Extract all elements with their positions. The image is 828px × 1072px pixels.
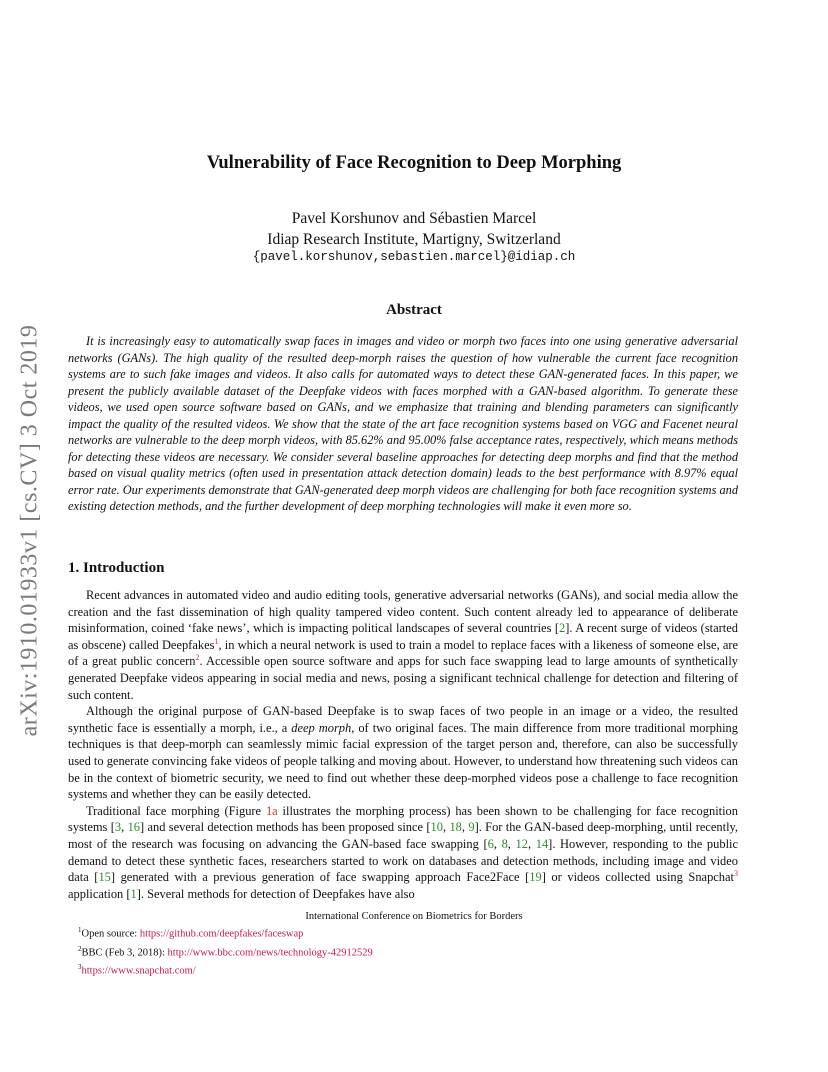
footnote-marker[interactable]: 1 (214, 636, 219, 646)
author-block (0, 208, 828, 250)
footnote-link[interactable]: http://www.bbc.com/news/technology-42912529 (167, 947, 373, 958)
author-affiliation: Idiap Research Institute, Martigny, Switzerland (267, 231, 561, 248)
footnote-marker[interactable]: 2 (195, 653, 200, 663)
citation-link[interactable]: 3 (114, 820, 122, 835)
footnote-marker[interactable]: 3 (734, 868, 739, 878)
citation-link[interactable]: 14 (535, 836, 549, 851)
footnote-1: $^1$Open source: https://github.com/deepfakes/faceswap (78, 926, 304, 940)
citation-link[interactable]: 12 (515, 836, 528, 851)
citation-link[interactable]: 6 (487, 836, 494, 851)
section-heading-introduction: 1. Introduction (68, 560, 165, 576)
arxiv-identifier-text: arXiv:1910.01933v1 [cs.CV] 3 Oct 2019 (16, 324, 43, 736)
paragraph-2: Although the original purpose of GAN-based Deepfake is to swap faces of two people in an image or a video, the resulted synthetic face is essentially a morph, i.e., a deep morph, of two original faces. The main difference from more traditional morphing techniques is that deep-morph can seamlessly mimic facial expression of the target person and, therefore, can also be successfully used to generate convincing fake videos of people talking and moving about. However, to understand how threatening such videos can be in the context of biometric security, we need to find out whether these deep-morphed videos pose a challenge to face recognition systems and whether they can be easily detected. (68, 704, 738, 802)
footnotes (78, 923, 373, 979)
citation-link[interactable]: 1 (130, 886, 137, 901)
paragraph-1: Recent advances in automated video and audio editing tools, generative adversarial networks (GANs), and social media allow the creation and the fast dissemination of high quality tampered video content. Such content already led to appearance of deliberate misinformation, coined ‘fake news’, which is impacting political landscapes of several countries [2]. A recent surge of videos (started as obscene) called Deepfakes$^1$, in which a neural network is used to train a model to replace faces with a likeness of someone else, are of a great public concern$^2$. Accessible open source software and apps for such face swapping lead to large amounts of synthetically generated Deepfake videos appearing in social media and news, posing a significant technical challenge for detection and filtering of such content. (68, 588, 739, 702)
citation-link[interactable]: 9 (468, 820, 475, 835)
citation-link[interactable]: 15 (98, 870, 111, 885)
citation-link[interactable]: 18 (449, 820, 462, 835)
emphasis-term: deep morph (291, 720, 352, 735)
figure-reference-link[interactable]: 1a (265, 803, 278, 818)
arxiv-identifier (12, 295, 48, 765)
citation-link[interactable]: 19 (529, 870, 542, 885)
citation-link[interactable]: 16 (127, 820, 141, 835)
footnote-3: $^3$https://www.snapchat.com/ (78, 963, 196, 977)
author-email: {pavel.korshunov,sebastien.marcel}@idiap.ch (252, 250, 576, 264)
author-names: Pavel Korshunov and Sébastien Marcel (291, 210, 537, 227)
conference-name: International Conference on Biometrics for Borders (305, 911, 523, 922)
footnote-link[interactable]: https://www.snapchat.com/ (81, 965, 196, 977)
paragraph-3: Traditional face morphing (Figure 1a illustrates the morphing process) has been shown to be challenging for face recognition systems [3, 16] and several detection methods has been proposed since [10, 18, 9]. For the GAN-based deep-morphing, until recently, most of the research was focusing on advancing the GAN-based face swapping [6, 8, 12, 14]. However, responding to the public demand to detect these synthetic faces, researchers started to work on databases and detection methods, including image and video data [15] generated with a previous generation of face swapping approach Face2Face [19] or videos collected using Snapchat$^3$ application [1]. Several methods for detection of Deepfakes have also (68, 803, 739, 901)
citation-link[interactable]: 8 (501, 836, 508, 851)
abstract-heading: Abstract (386, 302, 442, 318)
introduction-body (68, 587, 738, 902)
footnote-2: $^2$BBC (Feb 3, 2018): http://www.bbc.com/news/technology-42912529 (78, 944, 373, 958)
citation-link[interactable]: 10 (430, 820, 443, 835)
paper-title: Vulnerability of Face Recognition to Deep Morphing (206, 153, 622, 173)
footnote-link[interactable]: https://github.com/deepfakes/faceswap (139, 928, 304, 940)
citation-link[interactable]: 2 (559, 621, 566, 636)
abstract-text: It is increasingly easy to automatically swap faces in images and video or morph two faces into one using generative adversarial networks (GANs). The high quality of the resulted deep-morph raises the question of how vulnerable the current face recognition systems are to such fake images and videos. It also calls for automated ways to detect these GAN-generated faces. In this paper, we present the publicly available dataset of the Deepfake videos with faces morphed with a GAN-based algorithm. To generate these videos, we used open source software based on GANs, and we emphasize that training and blending parameters can significantly impact the quality of the resulted videos. We show that the state of the art face recognition systems based on VGG and Facenet neural networks are vulnerable to the deep morph videos, with 85.62% and 95.00% false acceptance rates, respectively, which means methods for detecting these videos are necessary. We consider several baseline approaches for detecting deep morphs and find that the method based on visual quality metrics (often used in presentation attack detection domain) leads to the best performance with 8.97% equal error rate. Our experiments demonstrate that GAN-generated deep morph videos are challenging for both face recognition systems and existing detection methods, and the further development of deep morphing technologies will make it even more so. (68, 334, 738, 513)
